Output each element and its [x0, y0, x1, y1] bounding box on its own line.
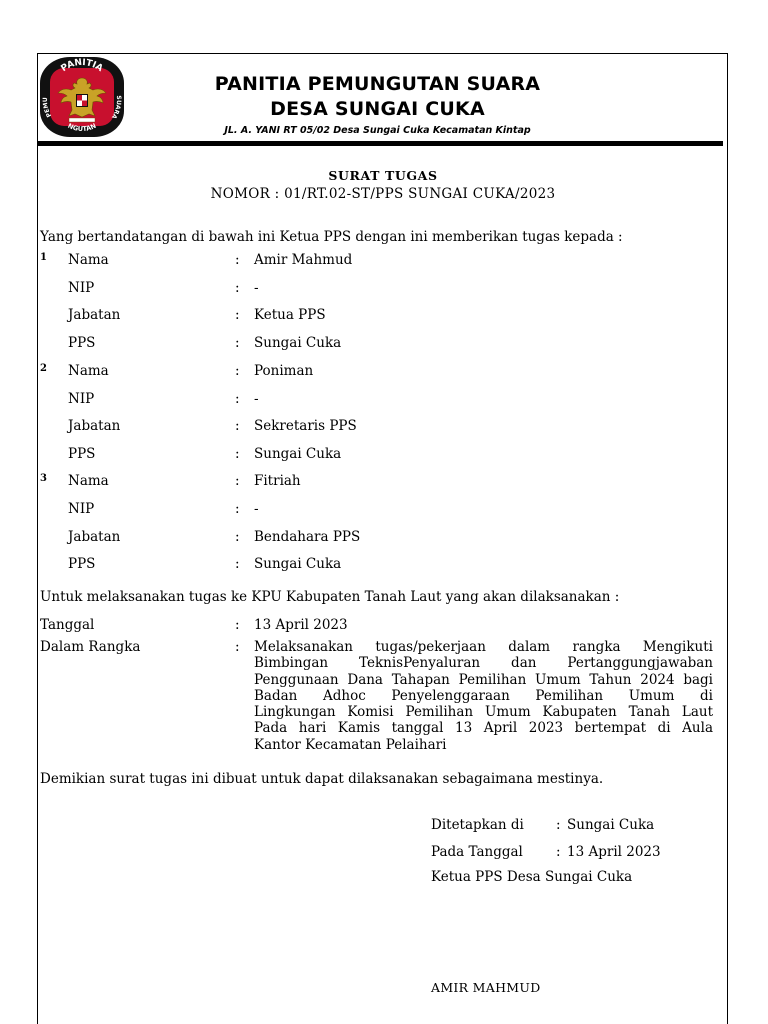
pps-logo — [39, 54, 125, 140]
name-label: Nama — [68, 473, 109, 489]
colon: : — [235, 418, 240, 434]
colon: : — [235, 501, 240, 517]
logo-text-top: PANITIA — [59, 57, 105, 75]
colon: : — [235, 280, 240, 296]
nip-label: NIP — [68, 280, 95, 296]
colon: : — [235, 473, 240, 489]
name-label: Nama — [68, 252, 109, 268]
position-label: Jabatan — [68, 529, 121, 545]
assignee-position: Bendahara PPS — [254, 529, 361, 545]
pps-label: PPS — [68, 335, 96, 351]
colon: : — [235, 363, 240, 379]
colon: : — [556, 817, 561, 833]
assignee-position: Ketua PPS — [254, 307, 326, 323]
nip-label: NIP — [68, 501, 95, 517]
signer-title: Ketua PPS Desa Sungai Cuka — [431, 869, 633, 885]
document-number: NOMOR : 01/RT.02-ST/PPS SUNGAI CUKA/2023 — [210, 186, 556, 202]
colon: : — [235, 617, 240, 633]
sign-date-value: 13 April 2023 — [567, 844, 661, 860]
position-label: Jabatan — [68, 418, 121, 434]
context-line: Pada hari Kamis tanggal 13 April 2023 bertempat di Aula — [254, 720, 713, 737]
assignee-name: Poniman — [254, 363, 314, 379]
colon: : — [235, 639, 240, 655]
colon: : — [235, 446, 240, 462]
colon: : — [235, 335, 240, 351]
colon: : — [556, 844, 561, 860]
assignee-number: 2 — [40, 363, 47, 374]
assignee-pps: Sungai Cuka — [254, 556, 342, 572]
assignee-pps: Sungai Cuka — [254, 446, 342, 462]
assignee-nip: - — [254, 391, 259, 407]
assignee-nip: - — [254, 501, 259, 517]
context-line: Bimbingan TeknisPenyaluran dan Pertanggungjawaban — [254, 655, 713, 672]
assignee-number: 1 — [40, 252, 47, 263]
context-line: Kantor Kecamatan Pelaihari — [254, 736, 447, 753]
assignee-name: Amir Mahmud — [254, 252, 353, 268]
assignee-nip: - — [254, 280, 259, 296]
colon: : — [235, 307, 240, 323]
signer-name: AMIR MAHMUD — [431, 980, 541, 995]
colon: : — [235, 556, 240, 572]
assignee-pps: Sungai Cuka — [254, 335, 342, 351]
header-divider — [37, 141, 723, 146]
nip-label: NIP — [68, 391, 95, 407]
assignee-position: Sekretaris PPS — [254, 418, 357, 434]
date-label: Tanggal — [40, 617, 95, 633]
assignee-name: Fitriah — [254, 473, 301, 489]
name-label: Nama — [68, 363, 109, 379]
logo-text-right: SUARA — [109, 95, 123, 120]
institution-title-line2: DESA SUNGAI CUKA — [270, 98, 485, 120]
assignee-number: 3 — [40, 473, 47, 484]
place-label: Ditetapkan di — [431, 817, 524, 833]
institution-address: JL. A. YANI RT 05/02 Desa Sungai Cuka Kecamatan Kintap — [224, 125, 531, 136]
closing-text: Demikian surat tugas ini dibuat untuk dapat dilaksanakan sebagaimana mestinya. — [40, 771, 604, 787]
document-title: SURAT TUGAS — [328, 168, 438, 183]
colon: : — [235, 391, 240, 407]
context-line: Melaksanakan tugas/pekerjaan dalam rangka Mengikuti — [254, 639, 713, 655]
pps-label: PPS — [68, 446, 96, 462]
place-value: Sungai Cuka — [567, 817, 655, 833]
context-line: Lingkungan Komisi Pemilihan Umum Kabupaten Tanah Laut — [254, 704, 713, 721]
intro-text: Yang bertandatangan di bawah ini Ketua PPS dengan ini memberikan tugas kepada : — [40, 229, 623, 245]
date-value: 13 April 2023 — [254, 617, 348, 633]
institution-title-line1: PANITIA PEMUNGUTAN SUARA — [214, 73, 541, 95]
context-line: Badan Adhoc Penyelenggaraan Pemilihan Umum di — [254, 687, 713, 704]
colon: : — [235, 529, 240, 545]
context-label: Dalam Rangka — [40, 639, 141, 655]
logo-text-left: PEMU — [41, 97, 54, 119]
sign-date-label: Pada Tanggal — [431, 844, 523, 860]
logo-text-bottom: NGUTAN — [66, 121, 98, 134]
pps-label: PPS — [68, 556, 96, 572]
context-line: Penggunaan Dana Tahapan Pemilihan Umum Tahun 2024 bagi — [254, 671, 713, 688]
context-paragraph — [254, 639, 713, 753]
purpose-intro: Untuk melaksanakan tugas ke KPU Kabupaten Tanah Laut yang akan dilaksanakan : — [40, 589, 620, 605]
colon: : — [235, 252, 240, 268]
position-label: Jabatan — [68, 307, 121, 323]
